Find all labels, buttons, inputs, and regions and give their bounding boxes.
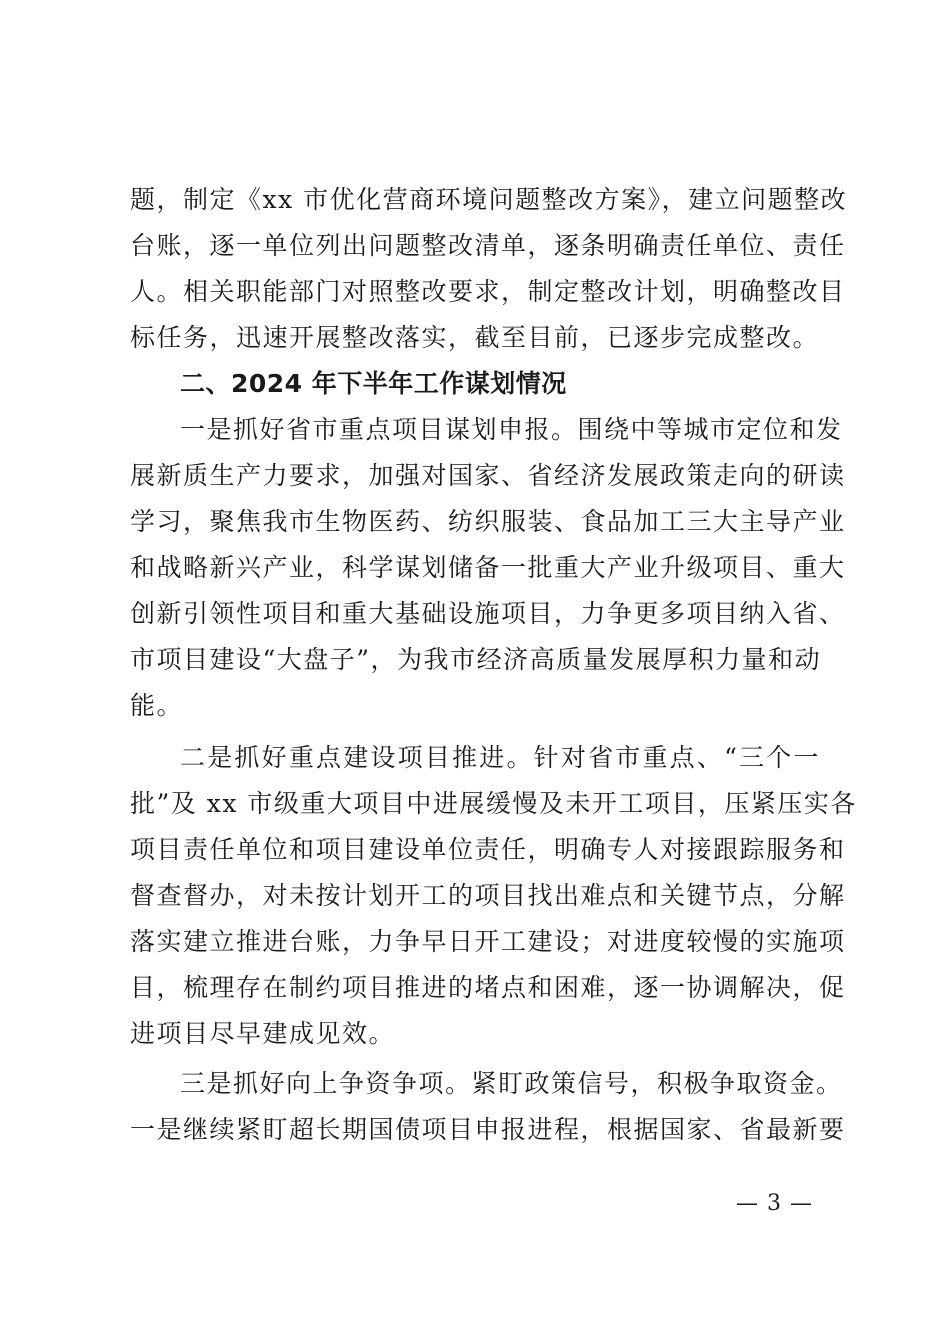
paragraph-2-line-2: 展新质生产力要求，加强对国家、省经济发展政策走向的研读 <box>130 461 846 490</box>
section-heading: 二、2024 年下半年工作谋划情况 <box>180 369 567 398</box>
paragraph-3-line-4: 督查督办，对未按计划开工的项目找出难点和关键节点，分解 <box>130 881 846 910</box>
paragraph-2-line-3: 学习，聚焦我市生物医药、纺织服装、食品加工三大主导产业 <box>130 507 846 536</box>
paragraph-1-line-4: 标任务，迅速开展整改落实，截至目前，已逐步完成整改。 <box>130 323 820 352</box>
paragraph-1-line-2: 台账，逐一单位列出问题整改清单，逐条明确责任单位、责任 <box>130 231 846 260</box>
paragraph-4-line-1: 三是抓好向上争资争项。紧盯政策信号，积极争取资金。 <box>180 1069 843 1098</box>
paragraph-3-line-1: 二是抓好重点建设项目推进。针对省市重点、“三个一 <box>180 743 820 772</box>
paragraph-3-line-2: 批”及 xx 市级重大项目中进展缓慢及未开工项目，压紧压实各 <box>130 789 857 818</box>
paragraph-3-line-5: 落实建立推进台账，力争早日开工建设；对进度较慢的实施项 <box>130 927 846 956</box>
paragraph-4-line-2: 一是继续紧盯超长期国债项目申报进程，根据国家、省最新要 <box>130 1115 846 1144</box>
paragraph-2-line-4: 和战略新兴产业，科学谋划储备一批重大产业升级项目、重大 <box>130 553 846 582</box>
paragraph-3-line-7: 进项目尽早建成见效。 <box>130 1019 396 1048</box>
paragraph-2-line-5: 创新引领性项目和重大基础设施项目，力争更多项目纳入省、 <box>130 599 846 628</box>
paragraph-2-line-1: 一是抓好省市重点项目谋划申报。围绕中等城市定位和发 <box>180 415 843 444</box>
paragraph-1-line-1: 题，制定《xx 市优化营商环境问题整改方案》，建立问题整改 <box>130 185 848 214</box>
paragraph-2-line-7: 能。 <box>130 691 184 720</box>
page-number: — 3 — <box>736 1191 813 1216</box>
paragraph-2-line-6: 市项目建设“大盘子”，为我市经济高质量发展厚积力量和动 <box>130 645 822 674</box>
paragraph-3-line-6: 目，梳理存在制约项目推进的堵点和困难，逐一协调解决，促 <box>130 973 846 1002</box>
paragraph-3-line-3: 项目责任单位和项目建设单位责任，明确专人对接跟踪服务和 <box>130 835 846 864</box>
paragraph-1-line-3: 人。相关职能部门对照整改要求，制定整改计划，明确整改目 <box>130 277 846 306</box>
